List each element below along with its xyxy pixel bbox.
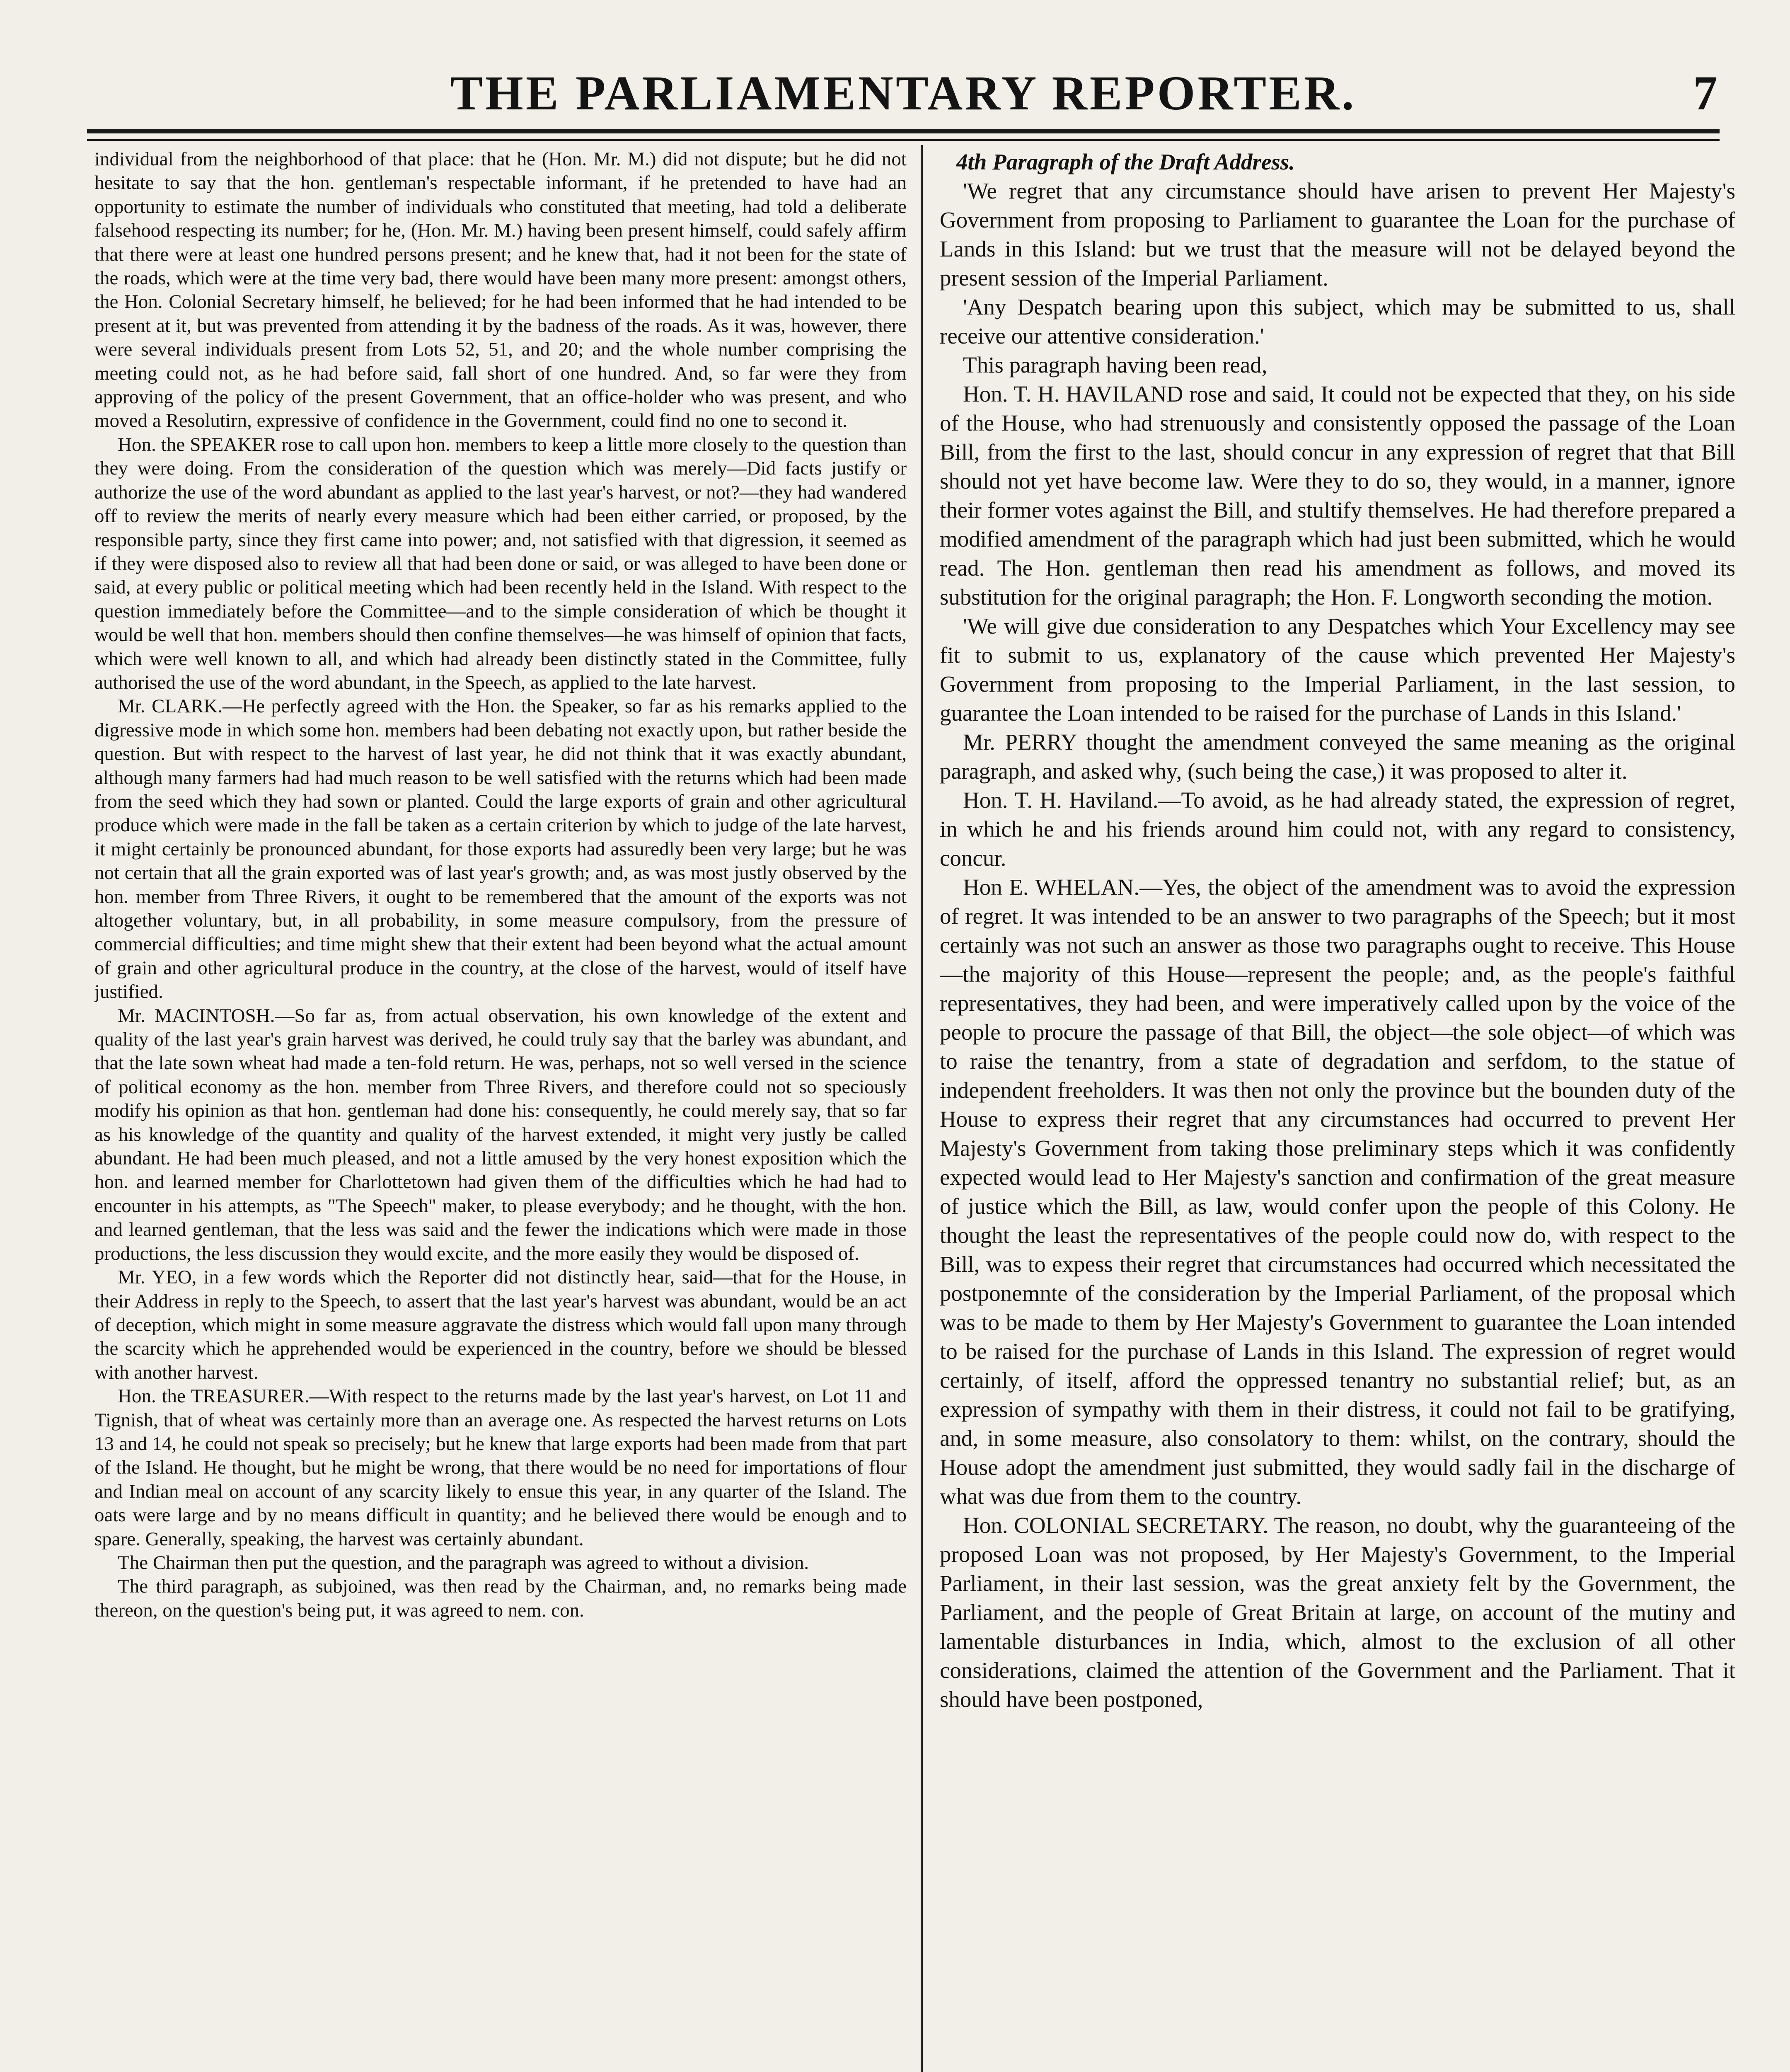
paragraph-heading: 4th Paragraph of the Draft Address. [956,149,1295,174]
left-paragraph-macintosh: Mr. MACINTOSH.—So far as, from actual observation, his own knowledge of the extent and quality of the last year's grain harvest was derived, he could truly say that the barley was abundant, and that the late sown wheat had made a ten-fold return. He was, perhaps, not so well versed in the science of political economy as the hon. member from Three Rivers, and therefore could not so speciously modify his opinion as that hon. gentleman had done his: consequently, he could merely say, that so far as his knowledge of the quantity and quality of the harvest extended, it might very justly be called abundant. He had been much pleased, and not a little amused by the very honest exposition which the hon. and learned member for Charlottetown had given them of the difficulties which he had had to encounter in his attempts, as "The Speech" maker, to please everybody; and he thought, with the hon. and learned gentleman, that the less was said and the fewer the indications which were made in those productions, the less discussion they would excite, and the more easily they would be disposed of. [94,1005,907,1264]
left-paragraph-yeo: Mr. YEO, in a few words which the Reporter did not distinctly hear, said—that for the House, in their Address in reply to the Speech, to assert that the last year's harvest was abundant, would be an act of deception, which might in some measure aggravate the distress which would fall upon many through the scarcity which he apprehended would be experienced in the country, before we should be blessed with another harvest. [94,1266,907,1383]
column-divider [921,145,923,2072]
left-paragraph-clark: Mr. CLARK.—He perfectly agreed with the Hon. the Speaker, so far as his remarks applied to the digressive mode in which some hon. members had been debating not exactly upon, but rather beside the question. But with respect to the harvest of last year, he did not think that it was exactly abundant, although many farmers had had much reason to be well satisfied with the returns which had been made from the seed which they had sown or planted. Could the large exports of grain and other agricultural produce which were made in the fall be taken as a certain criterion by which to judge of the late harvest, it might certainly be pronounced abundant, for those exports had assuredly been very large; but he was not certain that all the grain exported was of last year's growth; and, as was most justly observed by the hon. member from Three Rivers, it ought to be remembered that the amount of the exports was not altogether voluntary, but, in all probability, in some measure compulsory, from the pressure of commercial difficulties; and time might shew that their extent had been beyond what the actual amount of grain and other agricultural produce in the country, at the close of the harvest, would of itself have justified. [94,695,907,1003]
right-paragraph-whelan: Hon E. WHELAN.—Yes, the object of the amendment was to avoid the expression of regret. It was intended to be an answer to two paragraphs of the Speech; but it most certainly was not such an answer as those two paragraphs ought to receive. This House—the majority of this House—represent the people; and, as the people's faithful representatives, they had been, and were imperatively called upon by the voice of the people to procure the passage of that Bill, the object—the sole object—of which was to raise the tenantry, from a state of degradation and serfdom, to the statue of independent freeholders. It was then not only the province but the bounden duty of the House to express their regret that any circumstances had occurred to prevent Her Majesty's Government from taking those preliminary steps which it was confidently expected would lead to Her Majesty's sanction and confirmation of the great measure of justice which the Bill, as law, would confer upon the people of this Colony. He thought the least the representatives of the people could now do, with respect to the Bill, was to expess their regret that circumstances had occurred which necessitated the postponemnte of the consideration by the Imperial Parliament, of the proposal which was to be made to them by Her Majesty's Government to guarantee the Loan intended to be raised for the purchase of Lands in this Island. The expression of regret would certainly, of itself, afford the oppressed tenantry no substantial relief; but, as an expression of sympathy with them in their distress, it could not fail to be gratifying, and, in some measure, also consolatory to them: whilst, on the contrary, should the House adopt the amendment just submitted, they would sadly fail in the discharge of what was due from them to the country. [940,874,1735,1509]
right-paragraph-perry: Mr. PERRY thought the amendment conveyed the same meaning as the original paragraph, and asked why, (such being the case,) it was proposed to alter it. [940,729,1735,784]
right-paragraph-quote-2: 'Any Despatch bearing upon this subject, which may be submitted to us, shall receive our attentive consideration.' [940,294,1735,349]
right-paragraph-haviland-reply: Hon. T. H. Haviland.—To avoid, as he had already stated, the expression of regret, in which he and his friends around him could not, with any regard to consistency, concur. [940,787,1735,871]
masthead-rule-thick [87,129,1720,133]
left-paragraph-third: The third paragraph, as subjoined, was then read by the Chairman, and, no remarks being made thereon, on the question's being put, it was agreed to nem. con. [94,1576,907,1621]
right-paragraph-amendment: 'We will give due consideration to any Despatches which Your Excellency may see fit to submit to us, explanatory of the cause which prevented Her Majesty's Government from proposing to the Imperial Parliament, in the last session, to guarantee the Loan intended to be raised for the purchase of Lands in this Island.' [940,613,1735,726]
masthead-rule-thin [87,139,1720,141]
right-paragraph-quote-1: 'We regret that any circumstance should have arisen to prevent Her Majesty's Government from proposing to Parliament to guarantee the Loan for the purchase of Lands in this Island: but we trust that the measure will not be delayed beyond the present session of the Imperial Parliament. [940,178,1735,290]
right-paragraph-read: This paragraph having been read, [963,352,1268,378]
left-paragraph-treasurer: Hon. the TREASURER.—With respect to the returns made by the last year's harvest, on Lot 11 and Tignish, that of wheat was certainly more than an average one. As respected the harvest returns on Lots 13 and 14, he could not speak so precisely; but he knew that large exports had been made from that part of the Island. He thought, but he might be wrong, that there would be no need for importations of flour and Indian meal on account of any scarcity likely to ensue this year, in any quarter of the Island. The oats were large and by no means difficult in quantity; and he believed there would be enough and to spare. Generally, speaking, the harvest was certainly abundant. [94,1385,907,1550]
left-paragraph-1: individual from the neighborhood of that place: that he (Hon. Mr. M.) did not dispute; but he did not hesitate to say that the hon. gentleman's respectable informant, if he pretended to have had an opportunity to estimate the number of individuals who constituted that meeting, had told a deliberate falsehood respecting its number; for he, (Hon. Mr. M.) having been present himself, could safely affirm that there were at least one hundred persons present; and he knew that, had it not been for the state of the roads, which were at the time very bad, there would have been many more present: amongst others, the Hon. Colonial Secretary himself, he believed; for he had been informed that he had intended to be present at it, but was prevented from attending it by the badness of the roads. As it was, however, there were several individuals present from Lots 52, 51, and 20; and the whole number comprising the meeting could not, as he had before said, fall short of one hundred. And, so far were they from approving of the policy of the present Government, that an office-holder who was present, and who moved a Resolutirn, expressive of confidence in the Government, could find no one to second it. [94,148,907,432]
masthead [89,62,1717,128]
left-paragraph-speaker: Hon. the SPEAKER rose to call upon hon. members to keep a little more closely to the question than they were doing. From the consideration of the question which was merely—Did facts justify or authorize the use of the word abundant as applied to the last year's harvest, or not?—they had wandered off to review the merits of nearly every measure which had been either carried, or proposed, by the responsible party, since they first came into power; and, not satisfied with that digression, it seemed as if they were disposed also to review all that had been done or said, or was alleged to have been done or said, at every public or political meeting which had been recently held in the Island. With respect to the question immediately before the Committee—and to the simple consideration of which be thought it would be well that hon. members should then confine themselves—he was himself of opinion that facts, which were well known to all, and which had already been distinctly stated in the Committee, fully authorised the use of the word abundant, in the Speech, as applied to the late harvest. [94,433,907,693]
right-paragraph-colonial-secretary: Hon. COLONIAL SECRETARY. The reason, no doubt, why the guaranteeing of the proposed Loan was not proposed, by Her Majesty's Government, to the Imperial Parliament, in their last session, was the great anxiety felt by the Government, the Parliament, and the people of Great Britain at large, on account of the mutiny and lamentable disturbances in India, which, almost to the exclusion of all other considerations, claimed the attention of the Government and the Parliament. That it should have been postponed, [940,1513,1735,1712]
left-paragraph-chairman: The Chairman then put the question, and the paragraph was agreed to without a division. [118,1552,809,1573]
page-title: THE PARLIAMENTARY REPORTER. [450,66,1357,120]
page-number: 7 [1693,66,1717,120]
left-column [94,148,907,2072]
right-paragraph-haviland: Hon. T. H. HAVILAND rose and said, It could not be expected that they, on his side of the House, who had strenuously and consistently opposed the passage of the Loan Bill, from the first to the last, should concur in any expression of regret that that Bill should not yet have become law. Were they to do so, they would, in a manner, ignore their former votes against the Bill, and stultify themselves. He had therefore prepared a modified amendment of the paragraph which had just been submitted, which he would read. The Hon. gentleman then read his amendment as follows, and moved its substitution for the original paragraph; the Hon. F. Longworth seconding the motion. [940,381,1735,610]
right-column [940,148,1735,2072]
